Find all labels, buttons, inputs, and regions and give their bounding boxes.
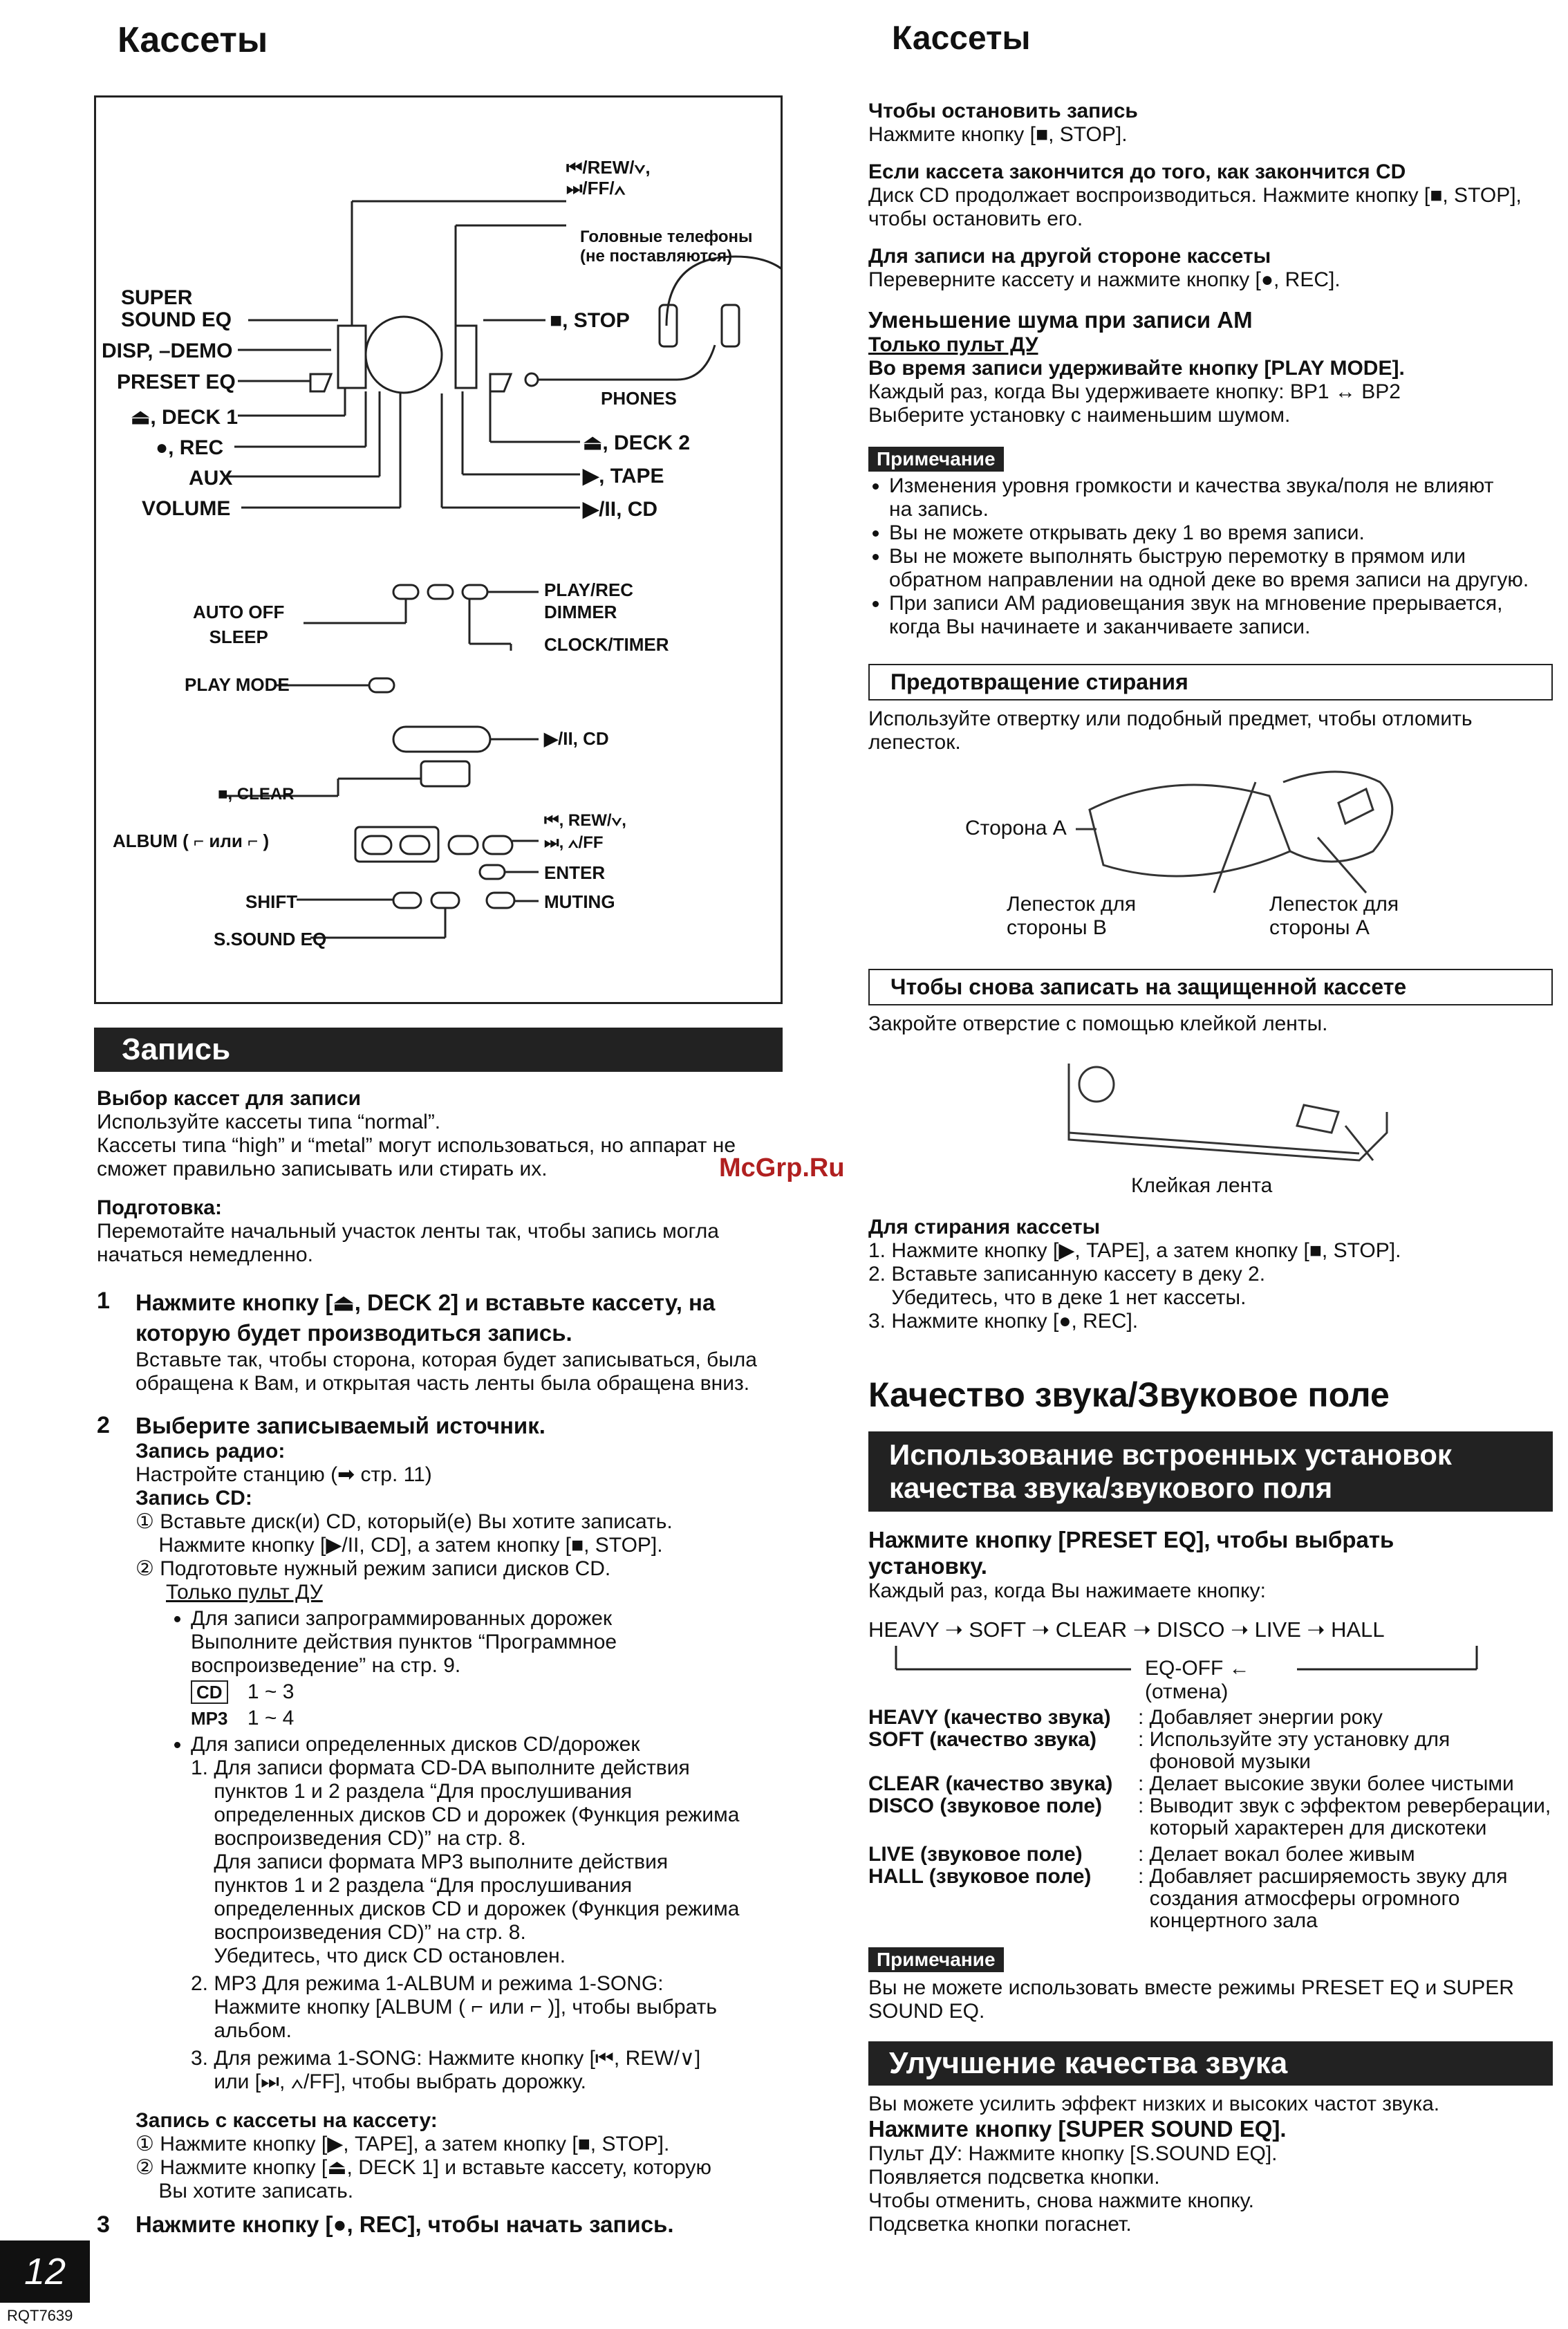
eq-term: CLEAR (качество звука) [868,1772,1113,1795]
deck2-label: ⏏, DECK 2 [583,432,691,454]
eq-desc: : Добавляет расширяемость звуку для создания атмосферы огромного концертного зала [1138,1865,1508,1932]
stop-label: ■, STOP [550,309,630,332]
cd-select-step-1: 1. Для записи формата CD-DA выполните действия пунктов 1 и 2 раздела “Для прослушивания определенных дисков CD и дорожек (Функция режима воспроизведения CD)” на стр. 8. Для записи формата MP3 выполните действия пунктов 1 и 2 раздела “Для прослушивания определенных дисков CD и дорожек (Функция режима воспроизведения CD)” на стр. 8. Убедитесь, что диск CD остановлен. [191,1756,740,1967]
tape-copy-step-2: ② Нажмите кнопку [⏏, DECK 1] и вставьте кассету, которую Вы хотите записать. [136,2156,712,2202]
auto-off-sleep-label: AUTO OFF SLEEP [193,602,285,647]
eq-term: LIVE (звуковое поле) [868,1843,1083,1866]
cd-end-text: Диск CD продолжает воспроизводиться. Нажмите кнопку [■, STOP], чтобы остановить его. [868,184,1522,230]
page-number: 12 [0,2240,90,2303]
tape-copy-heading: Запись с кассеты на кассету: [136,2109,438,2132]
preset-eq-label: PRESET EQ [117,371,236,393]
note-block [868,447,1553,639]
preset-text: Каждый раз, когда Вы нажимаете кнопку: [868,1579,1266,1602]
eq-desc: : Используйте эту установку для фоновой музыки [1138,1728,1450,1773]
cd-tag: CD [191,1680,228,1704]
eq-term: SOFT (качество звука) [868,1728,1097,1751]
rec-label: ●, REC [156,436,224,459]
note2-text: Вы не можете использовать вместе режимы PRESET EQ и SUPER SOUND EQ. [868,1976,1514,2023]
cassette-choice-heading: Выбор кассет для записи [97,1087,362,1110]
rew-ff-label: ⏮/REW/∨, ⏭/FF/∧ [566,157,651,198]
step-1 [97,1288,781,1395]
improve-text-2: Пульт ДУ: Нажмите кнопку [S.SOUND EQ]. Появляется подсветка кнопки. Чтобы отменить, снова нажмите кнопку. Подсветка кнопки погаснет. [868,2142,1278,2236]
cd-select-bullet: • Для записи определенных дисков CD/дорожек [191,1733,781,1756]
erase-step: 2. Вставьте записанную кассету в деку 2. Убедитесь, что в деке 1 нет кассеты. [868,1263,1266,1309]
cd-range-row [136,1680,781,1704]
phones-label: PHONES [601,388,677,409]
cd-select-step-3: 3. Для режима 1-SONG: Нажмите кнопку [⏮, REW/∨] или [⏭, ∧/FF], чтобы выбрать дорожку. [191,2047,701,2093]
play-pause-cd-label: ▶/II, CD [583,498,658,521]
step-2-heading: Выберите записываемый источник. [136,1413,545,1438]
controls-diagram [94,95,783,1004]
eq-definition-row [868,1844,1553,1866]
remote-play-cd-label: ▶/II, CD [544,728,609,749]
cd-step-2: ② Подготовьте нужный режим записи дисков CD. [136,1557,611,1580]
step-3 [97,2211,781,2238]
sticky-tape-label: Клейкая лента [1131,1174,1273,1197]
aux-label: AUX [189,467,233,490]
cassette-choice-text: Используйте кассеты типа “normal”. Кассеты типа “high” и “metal” могут использоваться, но аппарат не сможет правильно записывать или стирать их. [97,1111,736,1180]
tab-b-label: Лепесток для стороны В [1007,893,1137,939]
cd-end-heading: Если кассета закончится до того, как закончится CD [868,160,1406,183]
radio-text: Настройте станцию (➡ стр. 11) [136,1463,432,1486]
erase-prevention-heading: Предотвращение стирания [868,664,1553,700]
erase-prevention-text: Используйте отвертку или подобный предмет, чтобы отломить лепесток. [868,707,1473,754]
am-remote-only: Только пульт ДУ [868,333,1038,356]
tape-label: ▶, TAPE [583,465,664,488]
improve-heading: Нажмите кнопку [SUPER SOUND EQ]. [868,2116,1287,2142]
play-mode-label: PLAY MODE [185,674,290,695]
rerecord-text: Закройте отверстие с помощью клейкой ленты. [868,1012,1328,1035]
note-item: • При записи AM радиовещания звук на мгновение прерывается, когда Вы начинаете и заканчиваете записи. [889,592,1553,639]
prep-heading: Подготовка: [97,1196,222,1219]
preset-heading: Нажмите кнопку [PRESET EQ], чтобы выбрать установку. [868,1527,1394,1579]
cd-step-1: ① Вставьте диск(и) CD, который(е) Вы хотите записать. Нажмите кнопку [▶/II, CD], а затем кнопку [■, STOP]. [136,1510,673,1557]
other-side-text: Переверните кассету и нажмите кнопку [●, REC]. [868,268,1341,291]
step-1-text: Вставьте так, чтобы сторона, которая будет записываться, была обращена к Вам, и открытая часть ленты была обращена вниз. [136,1348,757,1395]
eq-term: HEAVY (качество звука) [868,1706,1111,1729]
note-tag: Примечание [868,447,1004,472]
erase-step: 3. Нажмите кнопку [●, REC]. [868,1310,1139,1333]
step-3-heading: Нажмите кнопку [●, REC], чтобы начать запись. [136,2211,674,2237]
note-item: • Вы не можете выполнять быструю перемотку в прямом или обратном направлении на одной деке во время записи на другую. [889,545,1553,592]
album-label: ALBUM ( ⌐ или ⌐ ) [113,831,270,851]
eq-loop [868,1642,1553,1680]
stop-text: Нажмите кнопку [■, STOP]. [868,123,1128,146]
headphones-note: Головные телефоны (не поставляются) [580,228,753,266]
left-page-title: Кассеты [118,20,268,60]
clock-timer-label: CLOCK/TIMER [544,634,669,655]
cd-remote-only: Только пульт ДУ [166,1581,323,1604]
eq-desc: : Добавляет энергии року [1138,1706,1383,1729]
clear-label: ■, CLEAR [218,785,295,804]
eq-term: DISCO (звуковое поле) [868,1794,1102,1817]
eq-desc: : Делает вокал более живым [1138,1843,1415,1866]
eq-desc: : Выводит звук с эффектом реверберации, который характерен для дискотеки [1138,1794,1551,1839]
note2-tag: Примечание [868,1947,1004,1972]
step-1-number: 1 [97,1288,110,1314]
doc-code: RQT7639 [7,2307,73,2324]
preset-section-bar: Использование встроенных установок качества звука/звукового поля [868,1431,1553,1512]
deck1-label: ⏏, DECK 1 [131,406,239,429]
super-sound-eq-label: SUPER SOUND EQ [121,286,232,331]
eq-off-label: EQ-OFF ← [1145,1657,1250,1680]
am-heading: Уменьшение шума при записи AM [868,307,1253,333]
eq-definition-row [868,1795,1553,1839]
eq-definitions [868,1707,1553,1932]
rerecord-heading: Чтобы снова записать на защищенной кассете [868,969,1553,1005]
eq-sequence: HEAVY ➝ SOFT ➝ CLEAR ➝ DISCO ➝ LIVE ➝ HALL [868,1617,1385,1642]
improve-section-bar: Улучшение качества звука [868,2041,1553,2086]
cassette-tab-drawing [1076,754,1463,907]
step-3-number: 3 [97,2211,110,2238]
tab-a-label: Лепесток для стороны А [1269,893,1399,939]
remote-rew-ff-label: ⏮, REW/∨, ⏭, ∧/FF [544,811,626,852]
step-2-number: 2 [97,1412,110,1438]
cd-select-step-2: 2. MP3 Для режима 1-ALBUM и режима 1-SONG: Нажмите кнопку [ALBUM ( ⌐ или ⌐ )], чтобы выбрать альбом. [191,1972,717,2042]
s-sound-eq-label: S.SOUND EQ [214,929,327,949]
step-2 [97,1412,781,2203]
eq-definition-row [868,1773,1553,1795]
note-item: • Изменения уровня громкости и качества звука/поля не влияют на запись. [889,474,1553,521]
erase-step: 1. Нажмите кнопку [▶, TAPE], а затем кнопку [■, STOP]. [868,1239,1401,1262]
tab-illustration [868,754,1553,955]
cd-heading: Запись CD: [136,1487,252,1510]
other-side-heading: Для записи на другой стороне кассеты [868,245,1271,268]
eq-definition-row [868,1866,1553,1932]
tape-illustration [868,1036,1553,1209]
volume-label: VOLUME [142,497,231,520]
eq-off-note: (отмена) [1145,1680,1229,1703]
prep-text: Перемотайте начальный участок ленты так, чтобы запись могла начаться немедленно. [97,1220,719,1266]
radio-heading: Запись радио: [136,1440,286,1463]
eq-definition-row [868,1707,1553,1729]
record-body [97,1087,781,2238]
improve-text-1: Вы можете усилить эффект низких и высоких частот звука. [868,2093,1440,2115]
note2-block [868,1947,1553,2023]
watermark: McGrp.Ru [719,1153,845,1182]
stop-heading: Чтобы остановить запись [868,100,1138,122]
mp3-range-row [136,1707,781,1730]
sticky-tape-drawing [1055,1050,1415,1167]
side-a-label: Сторона А [965,817,1067,839]
play-rec-dimmer-label: PLAY/REC DIMMER [544,579,634,622]
cd-range: 1 ~ 3 [247,1680,295,1703]
sound-quality-title: Качество звука/Звуковое поле [868,1375,1390,1414]
am-hold: Во время записи удерживайте кнопку [PLAY MODE]. [868,357,1405,380]
mp3-range: 1 ~ 4 [247,1707,295,1729]
step-1-heading: Нажмите кнопку [⏏, DECK 2] и вставьте кассету, на которую будет производиться запись. [136,1290,716,1346]
eq-term: HALL (звуковое поле) [868,1865,1092,1888]
mp3-tag: MP3 [191,1708,228,1729]
eq-definition-row [868,1729,1553,1773]
note-item: • Вы не можете открывать деку 1 во время записи. [889,521,1553,545]
shift-label: SHIFT [245,891,298,912]
right-column [868,100,1553,2236]
erase-heading: Для стирания кассеты [868,1216,1101,1238]
enter-label: ENTER [544,862,606,883]
right-page-title: Кассеты [892,20,1031,57]
muting-label: MUTING [544,891,615,912]
record-section-bar: Запись [94,1028,783,1072]
cd-program-bullet: • Для записи запрограммированных дорожек Выполните действия пунктов “Программное воспроизведение” на стр. 9. [191,1607,781,1678]
am-text: Каждый раз, когда Вы удерживаете кнопку: BP1 ↔ BP2 Выберите установку с наименьшим шумом. [868,380,1401,427]
eq-desc: : Делает высокие звуки более чистыми [1138,1772,1514,1795]
disp-demo-label: DISP, –DEMO [102,340,233,362]
tape-copy-step-1: ① Нажмите кнопку [▶, TAPE], а затем кнопку [■, STOP]. [136,2133,670,2155]
